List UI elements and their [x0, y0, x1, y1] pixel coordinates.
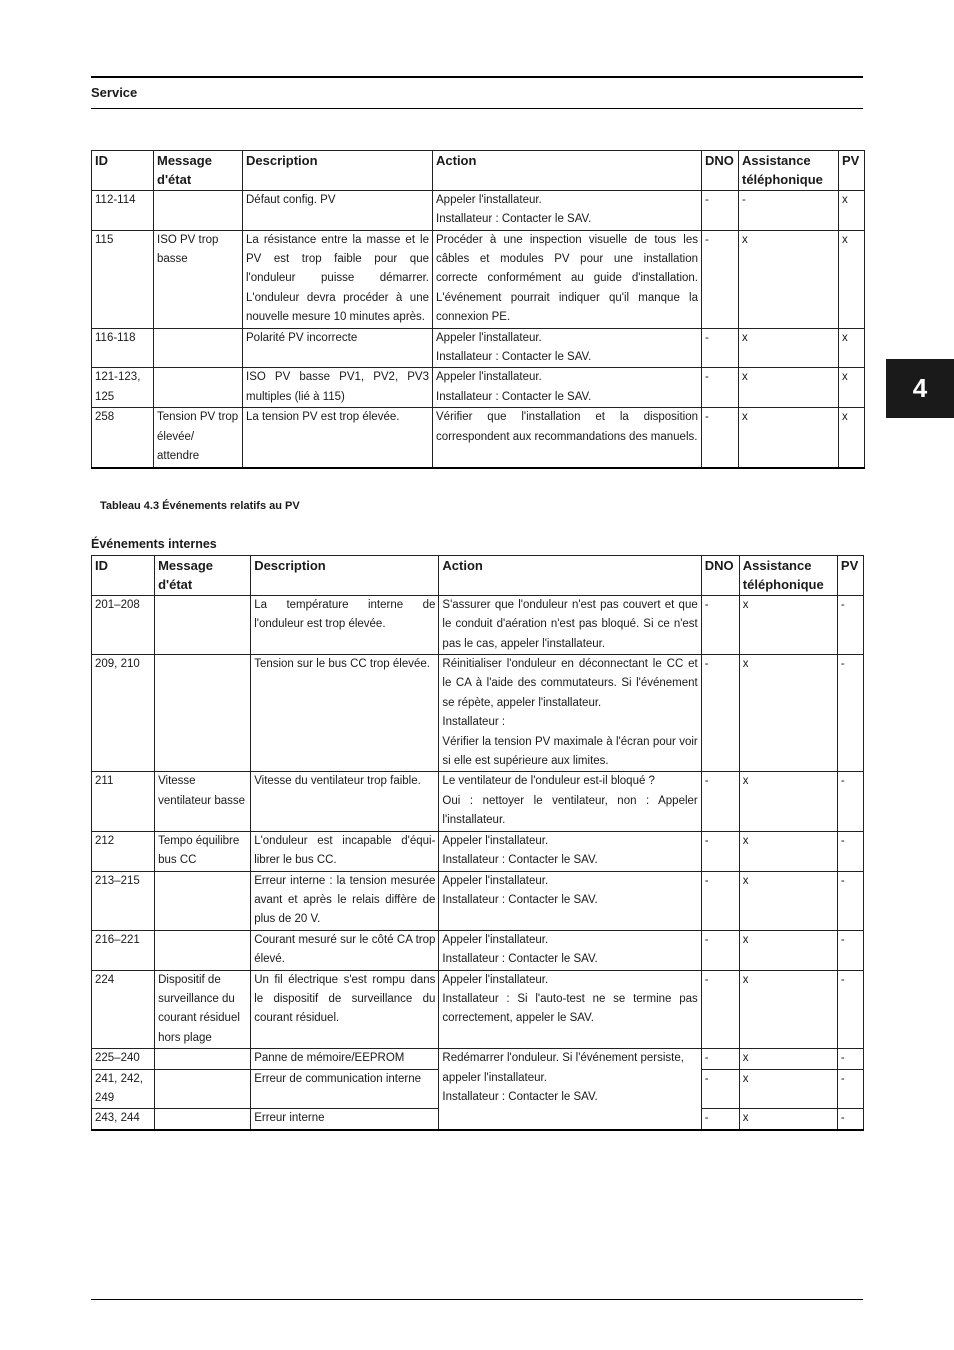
cell-status-message — [155, 595, 251, 654]
cell-id: 112-114 — [92, 190, 154, 230]
cell-id: 225–240 — [92, 1049, 155, 1069]
table-row — [92, 408, 865, 468]
column-header-status-message: Message d'état — [155, 556, 251, 596]
cell-phone-support: x — [739, 408, 839, 468]
cell-dno: - — [702, 368, 739, 408]
internal-events-table — [91, 555, 864, 1131]
table-caption: Tableau 4.3 Événements relatifs au PV — [100, 500, 300, 512]
cell-action: Le ventilateur de l'onduleur est-il bloqué ? Oui : nettoyer le ventilateur, non : Appeler l'installateur. — [439, 772, 701, 831]
column-header-pv: PV — [839, 151, 865, 191]
table-row — [92, 655, 864, 772]
cell-status-message — [155, 930, 251, 970]
cell-description: Erreur de communication interne — [251, 1069, 439, 1109]
cell-id: 224 — [92, 970, 155, 1049]
cell-dno: - — [701, 772, 739, 831]
cell-description: La résistance entre la masse et le PV est trop faible pour que l'onduleur puisse démarrer. L'onduleur devra procéder à une nouvelle mesure 10 minutes après. — [243, 230, 433, 328]
table-header-row — [92, 151, 865, 191]
column-header-pv: PV — [837, 556, 863, 596]
cell-status-message — [155, 1049, 251, 1069]
table-row — [92, 1049, 864, 1069]
cell-action: Vérifier que l'installation et la disposition correspondent aux recommandations des manuels. — [433, 408, 702, 468]
cell-description: Défaut config. PV — [243, 190, 433, 230]
cell-action: Redémarrer l'onduleur. Si l'événement persiste, appeler l'installateur. Installateur : Contacter le SAV. — [439, 1049, 701, 1130]
column-header-dno: DNO — [701, 556, 739, 596]
cell-action: Procéder à une inspection visuelle de tous les câbles et modules PV pour une installation correcte conformément au guide d'installation. L'événement pourrait indiquer qu'il manque la connexion PE. — [433, 230, 702, 328]
cell-phone-support: x — [739, 1049, 837, 1069]
cell-pv: - — [837, 655, 863, 772]
cell-phone-support: - — [739, 190, 839, 230]
cell-phone-support: x — [739, 772, 837, 831]
cell-phone-support: x — [739, 595, 837, 654]
cell-id: 212 — [92, 831, 155, 871]
column-header-phone-support: Assistance téléphonique — [739, 556, 837, 596]
cell-dno: - — [701, 595, 739, 654]
cell-id: 211 — [92, 772, 155, 831]
cell-pv: - — [837, 970, 863, 1049]
cell-pv: - — [837, 1069, 863, 1109]
cell-pv: - — [837, 871, 863, 930]
cell-action: Réinitialiser l'onduleur en déconnectant le CC et le CA à l'aide des commutateurs. Si l'événement se répète, appeler l'installateur. Installateur : Vérifier la tension PV maximale à l'écran pour voir si elle est supérieure aux limites. — [439, 655, 701, 772]
table-row — [92, 970, 864, 1049]
table-row — [92, 831, 864, 871]
cell-action: Appeler l'installateur. Installateur : Si l'auto-test ne se termine pas correctement, appeler le SAV. — [439, 970, 701, 1049]
cell-phone-support: x — [739, 831, 837, 871]
cell-status-message — [154, 328, 243, 368]
cell-description: Panne de mémoire/EEPROM — [251, 1049, 439, 1069]
column-header-status-message: Message d'état — [154, 151, 243, 191]
cell-description: Tension sur le bus CC trop élevée. — [251, 655, 439, 772]
table-row — [92, 368, 865, 408]
cell-id: 201–208 — [92, 595, 155, 654]
cell-pv: x — [839, 408, 865, 468]
cell-id: 216–221 — [92, 930, 155, 970]
cell-action: Appeler l'installateur. Installateur : Contacter le SAV. — [433, 368, 702, 408]
cell-action: Appeler l'installateur. Installateur : Contacter le SAV. — [439, 930, 701, 970]
cell-dno: - — [701, 831, 739, 871]
cell-status-message: Tempo équilibre bus CC — [155, 831, 251, 871]
cell-id: 213–215 — [92, 871, 155, 930]
column-header-id: ID — [92, 556, 155, 596]
cell-description: L'onduleur est incapable d'équi-librer le bus CC. — [251, 831, 439, 871]
cell-pv: x — [839, 230, 865, 328]
cell-pv: x — [839, 328, 865, 368]
cell-dno: - — [701, 871, 739, 930]
cell-action: Appeler l'installateur. Installateur : Contacter le SAV. — [433, 328, 702, 368]
cell-id: 209, 210 — [92, 655, 155, 772]
chapter-tab: 4 — [886, 359, 954, 418]
cell-description: ISO PV basse PV1, PV2, PV3 multiples (lié à 115) — [243, 368, 433, 408]
cell-dno: - — [701, 1109, 739, 1130]
table-row — [92, 772, 864, 831]
cell-action: Appeler l'installateur. Installateur : Contacter le SAV. — [439, 831, 701, 871]
column-header-action: Action — [439, 556, 701, 596]
cell-dno: - — [701, 1049, 739, 1069]
table-row — [92, 190, 865, 230]
cell-status-message — [155, 1109, 251, 1130]
cell-pv: - — [837, 831, 863, 871]
cell-id: 258 — [92, 408, 154, 468]
cell-id: 116-118 — [92, 328, 154, 368]
cell-id: 241, 242, 249 — [92, 1069, 155, 1109]
cell-status-message — [155, 655, 251, 772]
table-row — [92, 328, 865, 368]
column-header-phone-support: Assistance téléphonique — [739, 151, 839, 191]
cell-description: Courant mesuré sur le côté CA trop élevé. — [251, 930, 439, 970]
cell-description: Erreur interne — [251, 1109, 439, 1130]
cell-description: Polarité PV incorrecte — [243, 328, 433, 368]
cell-status-message: Dispositif de surveillance du courant résiduel hors plage — [155, 970, 251, 1049]
cell-id: 115 — [92, 230, 154, 328]
header-top-rule — [91, 76, 863, 78]
column-header-description: Description — [243, 151, 433, 191]
cell-action: Appeler l'installateur. Installateur : Contacter le SAV. — [439, 871, 701, 930]
cell-status-message — [154, 368, 243, 408]
cell-phone-support: x — [739, 1069, 837, 1109]
column-header-description: Description — [251, 556, 439, 596]
cell-pv: - — [837, 1109, 863, 1130]
pv-events-table — [91, 150, 865, 469]
header-bottom-rule — [91, 108, 863, 109]
cell-dno: - — [702, 230, 739, 328]
cell-status-message: ISO PV trop basse — [154, 230, 243, 328]
cell-action: Appeler l'installateur. Installateur : Contacter le SAV. — [433, 190, 702, 230]
cell-phone-support: x — [739, 930, 837, 970]
cell-phone-support: x — [739, 1109, 837, 1130]
cell-dno: - — [701, 1069, 739, 1109]
cell-action: S'assurer que l'onduleur n'est pas couvert et que le conduit d'aération n'est pas bloqué. Si ce n'est pas le cas, appeler l'installateur. — [439, 595, 701, 654]
table-row — [92, 595, 864, 654]
table-row — [92, 230, 865, 328]
cell-phone-support: x — [739, 655, 837, 772]
cell-pv: x — [839, 190, 865, 230]
cell-dno: - — [701, 930, 739, 970]
table-row — [92, 930, 864, 970]
footer-rule — [91, 1299, 863, 1300]
column-header-action: Action — [433, 151, 702, 191]
column-header-id: ID — [92, 151, 154, 191]
table-header-row — [92, 556, 864, 596]
cell-pv: - — [837, 772, 863, 831]
cell-dno: - — [701, 970, 739, 1049]
cell-id: 243, 244 — [92, 1109, 155, 1130]
cell-phone-support: x — [739, 368, 839, 408]
cell-status-message — [154, 190, 243, 230]
cell-pv: - — [837, 930, 863, 970]
cell-pv: - — [837, 595, 863, 654]
cell-phone-support: x — [739, 230, 839, 328]
column-header-dno: DNO — [702, 151, 739, 191]
cell-description: Erreur interne : la tension mesurée avant et après le relais diffère de plus de 20 V. — [251, 871, 439, 930]
cell-description: La tension PV est trop élevée. — [243, 408, 433, 468]
cell-pv: x — [839, 368, 865, 408]
cell-status-message — [155, 1069, 251, 1109]
cell-status-message: Vitesse ventilateur basse — [155, 772, 251, 831]
cell-dno: - — [701, 655, 739, 772]
section-title: Événements internes — [91, 537, 217, 551]
cell-status-message: Tension PV trop élevée/ attendre — [154, 408, 243, 468]
cell-description: La température interne de l'onduleur est trop élevée. — [251, 595, 439, 654]
header-title: Service — [91, 85, 138, 100]
cell-pv: - — [837, 1049, 863, 1069]
cell-dno: - — [702, 190, 739, 230]
cell-status-message — [155, 871, 251, 930]
cell-dno: - — [702, 408, 739, 468]
cell-phone-support: x — [739, 871, 837, 930]
table-row — [92, 871, 864, 930]
cell-description: Vitesse du ventilateur trop faible. — [251, 772, 439, 831]
cell-id: 121-123, 125 — [92, 368, 154, 408]
cell-phone-support: x — [739, 328, 839, 368]
cell-dno: - — [702, 328, 739, 368]
cell-description: Un fil électrique s'est rompu dans le dispositif de surveillance du courant résiduel. — [251, 970, 439, 1049]
cell-phone-support: x — [739, 970, 837, 1049]
